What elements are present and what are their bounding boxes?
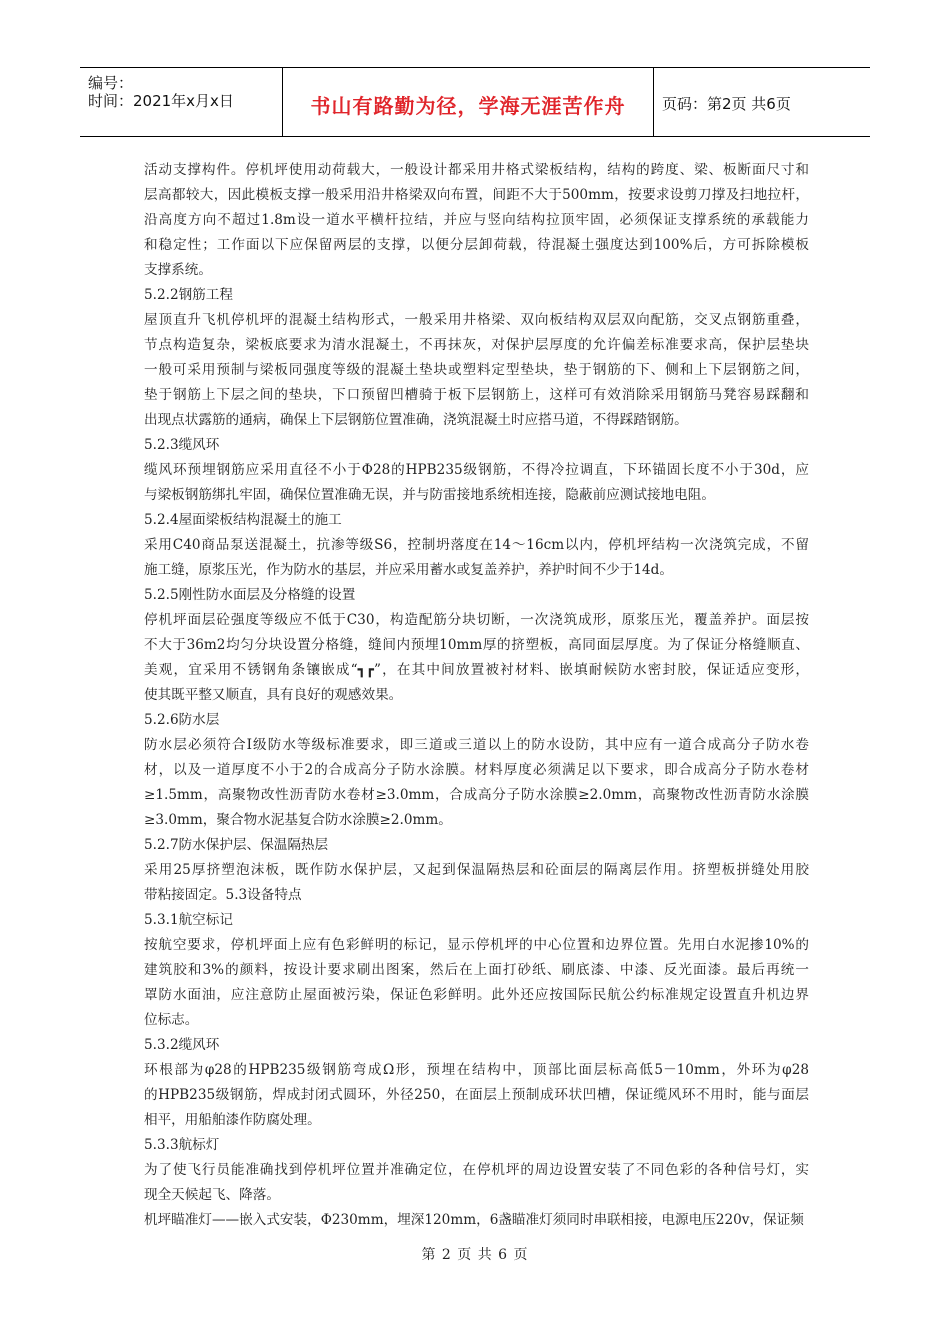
body-text-line: 建筑胶和3%的颜料，按设计要求刷出图案，然后在上面打砂纸、刷底漆、中漆、反光面漆。最后再统一 <box>144 962 809 978</box>
body-text-line: 5.2.2钢筋工程 <box>144 287 233 303</box>
body-text-line: 不大于36m2均匀分块设置分格缝，缝间内预埋10mm厚的挤塑板，高同面层厚度。为了保证分格缝顺直、 <box>144 637 809 653</box>
body-text-line: 5.2.5刚性防水面层及分格缝的设置 <box>144 587 356 603</box>
header-slogan: 书山有路勤为径，学海无涯苦作舟 <box>310 94 626 118</box>
body-text-line: 为了使飞行员能准确找到停机坪位置并准确定位，在停机坪的周边设置安装了不同色彩的各种信号灯，实 <box>144 1162 809 1178</box>
header-page-info: 页码：第2页 共6页 <box>662 95 791 113</box>
header-slogan-cell <box>283 68 654 136</box>
page-footer: 第 2 页 共 6 页 <box>421 1247 529 1263</box>
body-text-line: 5.2.4屋面梁板结构混凝土的施工 <box>144 512 342 528</box>
body-text-line: 现全天候起飞、降落。 <box>144 1187 280 1203</box>
body-text-line: 5.2.7防水保护层、保温隔热层 <box>144 837 329 853</box>
body-text-line: 按航空要求，停机坪面上应有色彩鲜明的标记，显示停机坪的中心位置和边界位置。先用白水泥掺10%的 <box>144 937 809 953</box>
body-text-line: 使其既平整又顺直，具有良好的观感效果。 <box>144 687 403 703</box>
body-text-line: 5.2.6防水层 <box>144 712 220 728</box>
body-text-line: 相平，用船舶漆作防腐处理。 <box>144 1112 321 1128</box>
body-text-line: 节点构造复杂，梁板底要求为清水混凝土，不再抹灰，对保护层厚度的允许偏差标准要求高，保护层垫块 <box>144 337 809 353</box>
body-text-line: 材，以及一道厚度不小于2的合成高分子防水涂膜。材料厚度必须满足以下要求，即合成高分子防水卷材 <box>144 762 809 778</box>
body-text-line: 施工缝，原浆压光，作为防水的基层，并应采用蓄水或复盖养护，养护时间不少于14d。 <box>144 562 673 578</box>
body-text-line: 机坪瞄准灯——嵌入式安装，Φ230mm，埋深120mm，6盏瞄准灯须同时串联相接，电源电压220v，保证频 <box>144 1212 804 1228</box>
header-page-cell <box>654 68 870 136</box>
body-text-line: 活动支撑构件。停机坪使用动荷载大，一般设计都采用井格式梁板结构，结构的跨度、梁、板断面尺寸和 <box>144 162 809 178</box>
body-text-line: 与梁板钢筋绑扎牢固，确保位置准确无误，并与防雷接地系统相连接，隐蔽前应测试接地电阻。 <box>144 487 715 503</box>
header-meta-cell <box>80 68 283 136</box>
body-text-line: 带粘接固定。5.3设备特点 <box>144 887 302 903</box>
body-text-line: 停机坪面层砼强度等级应不低于C30，构造配筋分块切断，一次浇筑成形，原浆压光，覆盖养护。面层按 <box>144 612 809 628</box>
document-number-label: 编号： <box>88 74 134 92</box>
body-text-line: 屋顶直升飞机停机坪的混凝土结构形式，一般采用井格梁、双向板结构双层双向配筋，交叉点钢筋重叠， <box>144 312 809 328</box>
body-text-line: 采用C40商品泵送混凝土，抗渗等级S6，控制坍落度在14～16cm以内，停机坪结构一次浇筑完成，不留 <box>144 537 809 553</box>
body-text-line: 垫于钢筋上下层之间的垫块，下口预留凹槽骑于板下层钢筋上，这样可有效消除采用钢筋马凳容易踩翻和 <box>144 387 809 403</box>
body-text-line: 防水层必须符合Ⅰ级防水等级标准要求，即三道或三道以上的防水设防，其中应有一道合成高分子防水卷 <box>144 737 809 753</box>
page-header <box>80 67 870 137</box>
body-text-line: ≥3.0mm，聚合物水泥基复合防水涂膜≥2.0mm。 <box>144 812 452 828</box>
document-body <box>144 158 809 1233</box>
document-time-label: 时间：2021年x月x日 <box>88 92 234 110</box>
body-text-line: 环根部为φ28的HPB235级钢筋弯成Ω形，预埋在结构中，顶部比面层标高低5－10mm，外环为φ28 <box>144 1062 809 1078</box>
body-text-line: 层高都较大，因此模板支撑一般采用沿井格梁双向布置，间距不大于500mm，按要求设剪刀撑及扫地拉杆， <box>144 187 809 203</box>
body-text-line: 缆风环预埋钢筋应采用直径不小于Φ28的HPB235级钢筋，不得冷拉调直，下环锚固长度不小于30d，应 <box>144 462 809 478</box>
body-text-line: 位标志。 <box>144 1012 199 1028</box>
body-text-line: 5.3.1航空标记 <box>144 912 233 928</box>
body-text-line: 罩防水面油，应注意防止屋面被污染，保证色彩鲜明。此外还应按国际民航公约标准规定设置直升机边界 <box>144 987 809 1003</box>
body-text-line: 的HPB235级钢筋，焊成封闭式圆环，外径250，在面层上预制成环状凹槽，保证缆风环不用时，能与面层 <box>144 1087 809 1103</box>
body-text-line: 沿高度方向不超过1.8m设一道水平横杆拉结，并应与竖向结构拉顶牢固，必须保证支撑系统的承载能力 <box>144 212 809 228</box>
body-text-line: 5.3.3航标灯 <box>144 1137 220 1153</box>
body-text-line: 5.3.2缆风环 <box>144 1037 220 1053</box>
body-text-line: 和稳定性；工作面以下应保留两层的支撑，以便分层卸荷载，待混凝土强度达到100%后，方可拆除模板 <box>144 237 809 253</box>
body-text-line: 一般可采用预制与梁板同强度等级的混凝土垫块或塑料定型垫块，垫于钢筋的下、侧和上下层钢筋之间， <box>144 362 809 378</box>
body-text-line: 采用25厚挤塑泡沫板，既作防水保护层，又起到保温隔热层和砼面层的隔离层作用。挤塑板拼缝处用胶 <box>144 862 809 878</box>
body-text-line: 支撑系统。 <box>144 262 212 278</box>
body-text-line: ≥1.5mm，高聚物改性沥青防水卷材≥3.0mm，合成高分子防水涂膜≥2.0mm，高聚物改性沥青防水涂膜 <box>144 787 809 803</box>
body-text-line: 美观，宜采用不锈钢角条镶嵌成“┓┏”，在其中间放置被衬材料、嵌填耐候防水密封胶，保证适应变形， <box>144 662 809 678</box>
body-text-line: 5.2.3缆风环 <box>144 437 220 453</box>
body-text-line: 出现点状露筋的通病，确保上下层钢筋位置准确，浇筑混凝土时应搭马道，不得踩踏钢筋。 <box>144 412 688 428</box>
